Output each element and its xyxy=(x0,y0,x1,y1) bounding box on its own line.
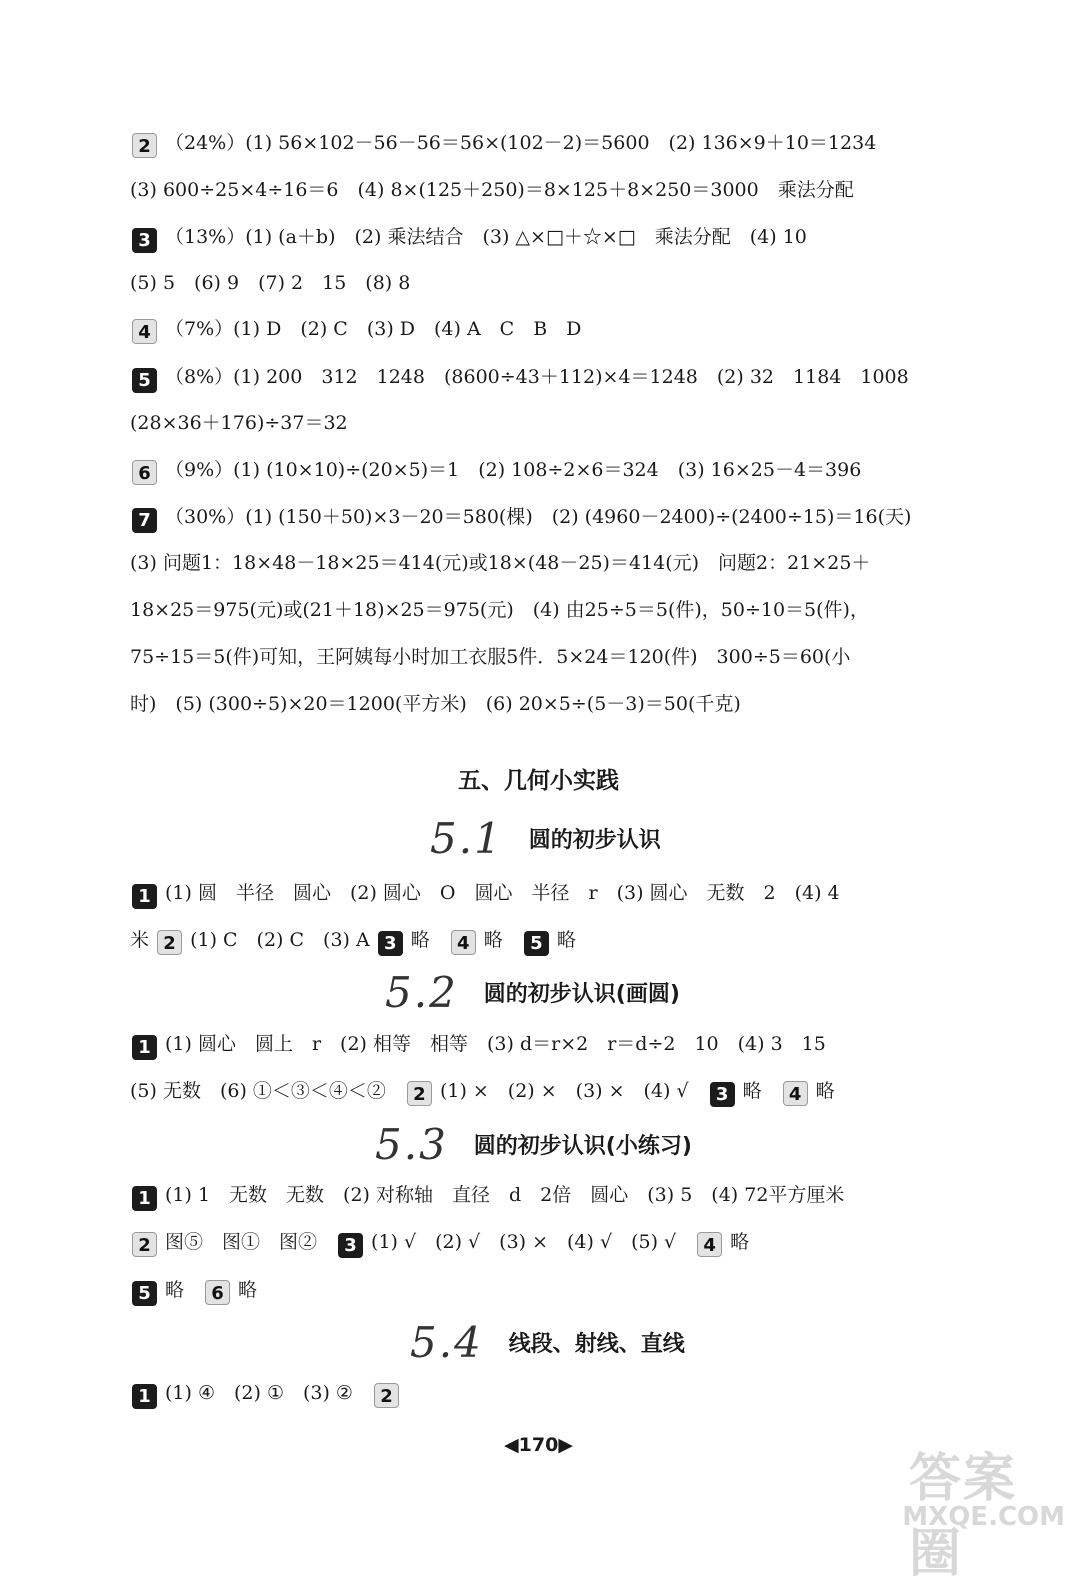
answer-text: 略 xyxy=(556,929,576,951)
answer-text: 75÷15＝5(件)可知，王阿姨每小时加工衣服5件．5×24＝120(件) 300÷5＝60(小 xyxy=(130,646,851,668)
answer-text: （24%）(1) 56×102－56－56＝56×(102－2)＝5600 (2) 136×9＋10＝1234 xyxy=(165,132,877,154)
answer-text: 略 xyxy=(165,1279,185,1301)
answer-line-5-2-a xyxy=(130,1029,980,1060)
answer-text: (1) 圆心 圆上 r (2) 相等 相等 (3) d＝r×2 r＝d÷2 10 (4) 3 15 xyxy=(165,1033,826,1055)
answer-line-5-1-a xyxy=(130,878,980,909)
answer-text: （30%）(1) (150＋50)×3－20＝580(棵) (2) (4960－2400)÷(2400÷15)＝16(天) xyxy=(165,506,912,528)
answer-text: (1) √ (2) √ (3) × (4) √ (5) √ xyxy=(371,1231,677,1253)
answer-line-8 xyxy=(130,455,980,485)
answer-text: （9%）(1) (10×10)÷(20×5)＝1 (2) 108÷2×6＝324 (3) 16×25－4＝396 xyxy=(165,459,862,481)
answer-line-10 xyxy=(130,548,980,578)
question-badge: 2 xyxy=(132,133,157,158)
answer-text: （13%）(1) (a＋b) (2) 乘法结合 (3) △×□＋☆×□ 乘法分配 (4) 10 xyxy=(165,226,807,248)
subsection-heading-5-2 xyxy=(385,968,680,1017)
answer-line-3 xyxy=(130,222,980,253)
subsection-heading-5-3 xyxy=(375,1120,692,1169)
answer-line-5 xyxy=(130,314,980,344)
question-badge: 4 xyxy=(697,1232,722,1257)
page-number: ◀170▶ xyxy=(504,1434,573,1456)
answer-line-5-2-b xyxy=(130,1076,980,1107)
answer-line-5-3-a xyxy=(130,1180,980,1211)
answer-text: (1) ④ (2) ① (3) ② xyxy=(165,1382,353,1404)
question-badge: 1 xyxy=(132,1035,157,1060)
question-badge: 3 xyxy=(710,1082,735,1107)
answer-line-5-3-c xyxy=(130,1275,980,1306)
answer-text: (3) 问题1：18×48－18×25＝414(元)或18×(48－25)＝414(元) 问题2：21×25＋ xyxy=(130,552,871,574)
question-badge: 5 xyxy=(132,368,157,393)
question-badge: 1 xyxy=(132,1384,157,1409)
question-badge: 2 xyxy=(374,1383,399,1408)
question-badge: 5 xyxy=(524,931,549,956)
subsection-title: 圆的初步认识 xyxy=(528,828,661,853)
answer-text: (5) 无数 (6) ①＜③＜④＜② xyxy=(130,1080,386,1102)
answer-text: (1) C (2) C (3) A xyxy=(190,929,370,951)
question-badge: 6 xyxy=(132,460,157,485)
subsection-title: 圆的初步认识(小练习) xyxy=(473,1134,692,1159)
subsection-heading-5-1 xyxy=(430,814,661,863)
question-badge: 3 xyxy=(132,228,157,253)
answer-text: 18×25＝975(元)或(21＋18)×25＝975(元) (4) 由25÷5＝5(件)，50÷10＝5(件)， xyxy=(130,599,869,621)
subsection-number: 5.4 xyxy=(410,1318,483,1367)
answer-text: （8%）(1) 200 312 1248 (8600÷43＋112)×4＝1248 (2) 32 1184 1008 xyxy=(165,366,909,388)
question-badge: 5 xyxy=(132,1281,157,1306)
answer-text: 略 xyxy=(730,1231,750,1253)
question-badge: 3 xyxy=(338,1233,363,1258)
answer-line-9 xyxy=(130,502,980,533)
answer-text: 略 xyxy=(815,1080,835,1102)
question-badge: 7 xyxy=(132,508,157,533)
question-badge: 2 xyxy=(132,1232,157,1257)
answer-line-5-1-b xyxy=(130,925,980,956)
subsection-number: 5.1 xyxy=(430,814,503,863)
answer-text: （7%）(1) D (2) C (3) D (4) A C B D xyxy=(165,318,582,340)
answer-text: 米 xyxy=(130,929,150,951)
question-badge: 3 xyxy=(378,931,403,956)
question-badge: 1 xyxy=(132,1186,157,1211)
answer-line-6 xyxy=(130,362,980,393)
question-badge: 1 xyxy=(132,884,157,909)
answer-line-13 xyxy=(130,689,980,719)
answer-text: 图⑤ 图① 图② xyxy=(165,1231,318,1253)
watermark-logo xyxy=(902,1436,1069,1584)
question-badge: 2 xyxy=(407,1081,432,1106)
watermark-url: MXQE.COM xyxy=(902,1502,1065,1532)
subsection-title: 线段、射线、直线 xyxy=(508,1332,685,1357)
question-badge: 2 xyxy=(157,930,182,955)
answer-text: 略 xyxy=(410,929,430,951)
answer-text: 略 xyxy=(238,1279,258,1301)
question-badge: 6 xyxy=(205,1280,230,1305)
subsection-number: 5.3 xyxy=(375,1120,448,1169)
subsection-title: 圆的初步认识(画圆) xyxy=(483,982,680,1007)
answer-line-12 xyxy=(130,642,980,672)
answer-line-11 xyxy=(130,595,980,625)
question-badge: 4 xyxy=(132,319,157,344)
question-badge: 4 xyxy=(783,1081,808,1106)
watermark-text: 答案圈 xyxy=(909,1449,1018,1584)
answer-text: (28×36＋176)÷37＝32 xyxy=(130,412,348,434)
section-title: 五、几何小实践 xyxy=(458,768,619,794)
answer-line-2 xyxy=(130,175,980,205)
answer-line-5-4-a xyxy=(130,1378,980,1409)
answer-line-4 xyxy=(130,268,980,298)
answer-text: 时) (5) (300÷5)×20＝1200(平方米) (6) 20×5÷(5－3)＝50(千克) xyxy=(130,693,741,715)
answer-text: (1) × (2) × (3) × (4) √ xyxy=(439,1080,689,1102)
question-badge: 4 xyxy=(451,930,476,955)
answer-text: (1) 圆 半径 圆心 (2) 圆心 O 圆心 半径 r (3) 圆心 无数 2 (4) 4 xyxy=(165,882,840,904)
answer-text: (3) 600÷25×4÷16＝6 (4) 8×(125＋250)＝8×125＋8×250＝3000 乘法分配 xyxy=(130,179,854,201)
answer-line-5-3-b xyxy=(130,1227,980,1258)
answer-text: 略 xyxy=(742,1080,762,1102)
answer-text: (1) 1 无数 无数 (2) 对称轴 直径 d 2倍 圆心 (3) 5 (4) 72平方厘米 xyxy=(165,1184,845,1206)
answer-text: 略 xyxy=(483,929,503,951)
answer-line-1 xyxy=(130,128,980,158)
answer-line-7 xyxy=(130,408,980,438)
subsection-number: 5.2 xyxy=(385,968,458,1017)
subsection-heading-5-4 xyxy=(410,1318,685,1367)
answer-text: (5) 5 (6) 9 (7) 2 15 (8) 8 xyxy=(130,272,411,294)
